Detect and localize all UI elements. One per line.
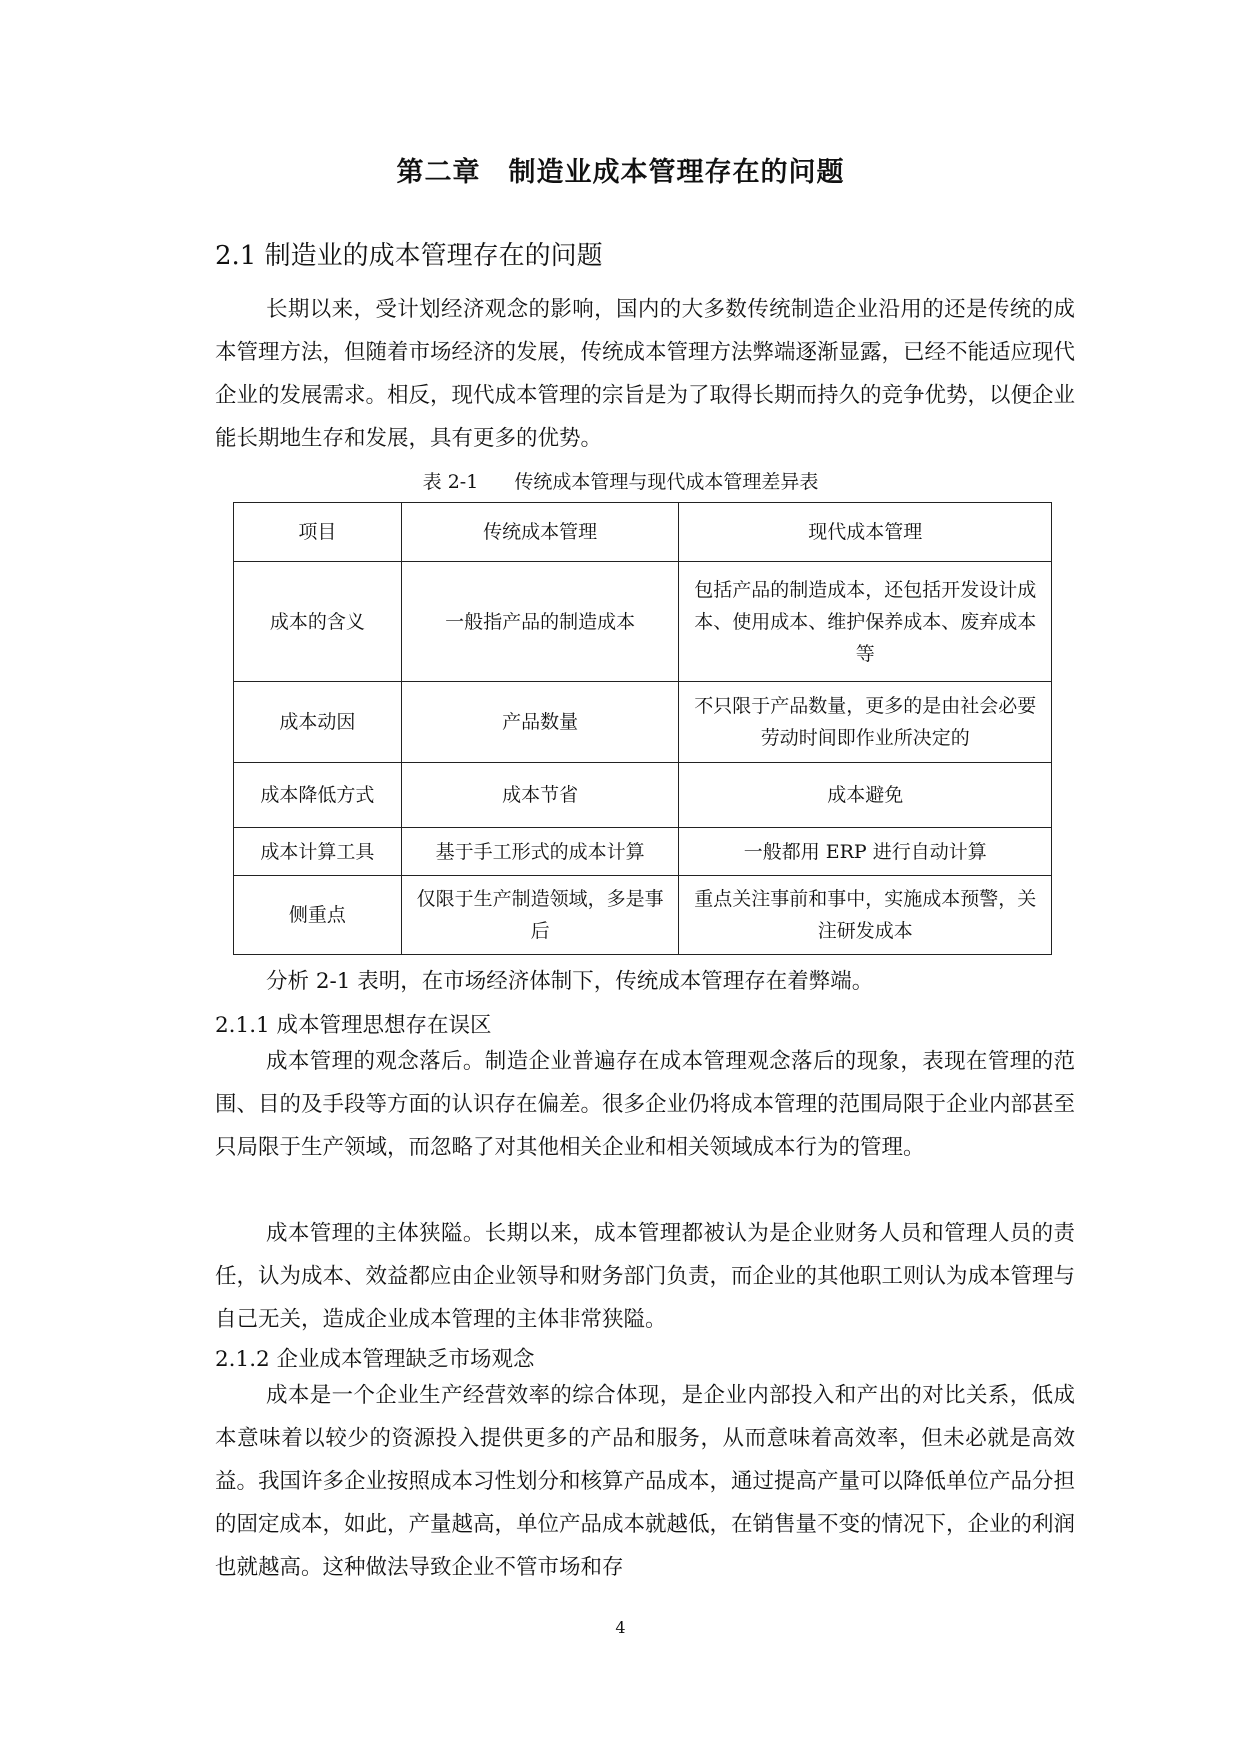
- table-row: [234, 828, 1052, 876]
- table-row: [234, 876, 1052, 955]
- table-caption-title: 传统成本管理与现代成本管理差异表: [514, 471, 819, 493]
- subsection-heading-2-1-1: 2.1.1 成本管理思想存在误区: [215, 1013, 492, 1038]
- table-cell-item: 侧重点: [234, 876, 402, 955]
- table-cell-modern: 一般都用 ERP 进行自动计算: [679, 828, 1052, 876]
- table-cell-modern: 包括产品的制造成本，还包括开发设计成本、使用成本、维护保养成本、废弃成本等: [679, 562, 1052, 682]
- chapter-title: 第二章 制造业成本管理存在的问题: [396, 157, 845, 188]
- table-row: [234, 562, 1052, 682]
- table-header-row: [234, 503, 1052, 562]
- subsection-1-paragraph: 成本管理的观念落后。制造企业普遍存在成本管理观念落后的现象，表现在管理的范围、目的及手段等方面的认识存在偏差。很多企业仍将成本管理的范围局限于企业内部甚至只局限于生产领域，而忽略了对其他相关企业和相关领域成本行为的管理。: [215, 1049, 1076, 1160]
- table-header-cell: 项目: [234, 503, 402, 562]
- table-cell-modern: 不只限于产品数量，更多的是由社会必要劳动时间即作业所决定的: [679, 682, 1052, 763]
- table-cell-item: 成本降低方式: [234, 763, 402, 828]
- table-cell-item: 成本动因: [234, 682, 402, 763]
- table-row: [234, 763, 1052, 828]
- analysis-line: 分析 2-1 表明，在市场经济体制下，传统成本管理存在着弊端。: [266, 969, 874, 994]
- table-cell-modern: 重点关注事前和事中，实施成本预警，关注研发成本: [679, 876, 1052, 955]
- table-cell-item: 成本的含义: [234, 562, 402, 682]
- table-cell-traditional: 产品数量: [401, 682, 679, 763]
- table-row: [234, 682, 1052, 763]
- table-cell-modern: 成本避免: [679, 763, 1052, 828]
- subsection-1-paragraph: 成本管理的主体狭隘。长期以来，成本管理都被认为是企业财务人员和管理人员的责任，认为成本、效益都应由企业领导和财务部门负责，而企业的其他职工则认为成本管理与自己无关，造成企业成本管理的主体非常狭隘。: [215, 1221, 1076, 1332]
- comparison-table: [233, 502, 1052, 955]
- table-cell-traditional: 一般指产品的制造成本: [401, 562, 679, 682]
- subsection-heading-2-1-2: 2.1.2 企业成本管理缺乏市场观念: [215, 1347, 535, 1372]
- table-cell-traditional: 基于手工形式的成本计算: [401, 828, 679, 876]
- table-cell-traditional: 成本节省: [401, 763, 679, 828]
- page-number: 4: [615, 1618, 626, 1637]
- subsection-2-paragraph: 成本是一个企业生产经营效率的综合体现，是企业内部投入和产出的对比关系，低成本意味着以较少的资源投入提供更多的产品和服务，从而意味着高效率，但未必就是高效益。我国许多企业按照成本习性划分和核算产品成本，通过提高产量可以降低单位产品分担的固定成本，如此，产量越高，单位产品成本就越低，在销售量不变的情况下，企业的利润也就越高。这种做法导致企业不管市场和存: [215, 1383, 1076, 1580]
- table-header-cell: 现代成本管理: [679, 503, 1052, 562]
- table-caption-number: 表 2-1: [422, 471, 479, 493]
- intro-paragraph: 长期以来，受计划经济观念的影响，国内的大多数传统制造企业沿用的还是传统的成本管理方法，但随着市场经济的发展，传统成本管理方法弊端逐渐显露，已经不能适应现代企业的发展需求。相反，现代成本管理的宗旨是为了取得长期而持久的竞争优势，以便企业能长期地生存和发展，具有更多的优势。: [215, 297, 1076, 451]
- table-cell-item: 成本计算工具: [234, 828, 402, 876]
- table-header-cell: 传统成本管理: [401, 503, 679, 562]
- table-caption: [0, 467, 1241, 494]
- table-cell-traditional: 仅限于生产制造领域，多是事后: [401, 876, 679, 955]
- section-heading: 2.1 制造业的成本管理存在的问题: [215, 241, 603, 271]
